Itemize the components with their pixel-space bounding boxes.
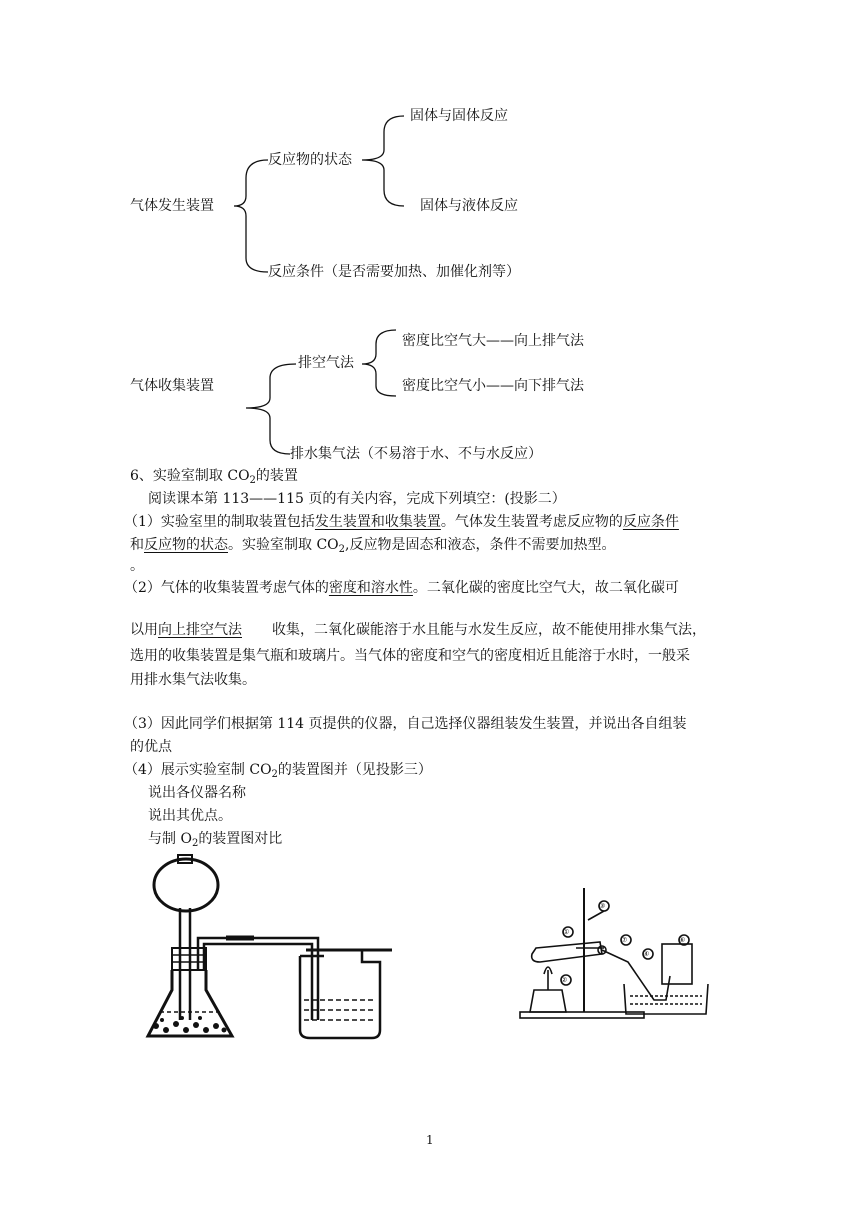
q2-blank-1: 密度和溶水性 bbox=[328, 580, 413, 596]
downward-method-label: 密度比空气小——向下排气法 bbox=[402, 378, 584, 394]
q4-item-1: 说出各仪器名称 bbox=[148, 785, 246, 801]
q1-blank-1: 发生装置和收集装置 bbox=[314, 514, 441, 530]
o2-label-6: ⑥ bbox=[679, 936, 686, 944]
collection-root-label: 气体收集装置 bbox=[130, 378, 214, 394]
solid-liquid-label: 固体与液体反应 bbox=[420, 198, 518, 214]
q2-line2: 以用向上排空气法 收集，二氧化碳能溶于水且能与水发生反应，故不能使用排水集气法， bbox=[130, 622, 706, 638]
q3-line1: （3）因此同学们根据第 114 页提供的仪器，自己选择仪器组装发生装置，并说出各自组装 bbox=[124, 716, 687, 732]
q4-item-2: 说出其优点。 bbox=[148, 808, 232, 824]
o2-label-7: ⑦ bbox=[621, 936, 628, 944]
q4-title: （4）展示实验室制 $CO_2$的装置图并（见投影三） bbox=[124, 762, 432, 780]
q1-blank-2: 反应条件 bbox=[622, 514, 679, 530]
q3-line2: 的优点 bbox=[130, 739, 172, 755]
generation-root-label: 气体发生装置 bbox=[130, 198, 214, 214]
o2-label-4: ④ bbox=[643, 950, 650, 958]
q2-line1: （2）气体的收集装置考虑气体的密度和溶水性。二氧化碳的密度比空气大，故二氧化碳可 bbox=[124, 580, 679, 596]
q2-blank-2: 向上排空气法 bbox=[158, 622, 242, 638]
q2-line4: 用排水集气法收集。 bbox=[130, 672, 256, 688]
o2-label-2: ② bbox=[561, 976, 568, 984]
reactant-state-label: 反应物的状态 bbox=[268, 152, 352, 168]
q1-line2: 和反应物的状态。实验室制取 $CO_2$,反应物是固态和液态，条件不需要加热型。 bbox=[130, 537, 616, 555]
section-6-title: 6、实验室制取 $CO_2$的装置 bbox=[130, 468, 298, 486]
q1-blank-3: 反应物的状态 bbox=[144, 537, 228, 553]
upward-method-label: 密度比空气大——向上排气法 bbox=[402, 333, 584, 349]
q4-item-3: 与制 $O_2$的装置图对比 bbox=[148, 831, 283, 849]
q2-line3: 选用的收集装置是集气瓶和玻璃片。当气体的密度和空气的密度相近且能溶于水时，一般采 bbox=[130, 648, 690, 664]
o2-label-1: ① bbox=[563, 928, 570, 936]
co2-apparatus-figure bbox=[148, 855, 392, 1038]
o2-apparatus-figure bbox=[520, 888, 708, 1018]
q1-stray-mark: 。 bbox=[130, 558, 144, 574]
q1-line1: （1）实验室里的制取装置包括发生装置和收集装置。气体发生装置考虑反应物的反应条件 bbox=[124, 514, 679, 530]
air-displacement-label: 排空气法 bbox=[298, 355, 354, 371]
reading-instruction: 阅读课本第 113——115 页的有关内容，完成下列填空：(投影二） bbox=[148, 491, 566, 507]
solid-solid-label: 固体与固体反应 bbox=[410, 108, 508, 124]
page-number: 1 bbox=[426, 1133, 434, 1147]
reaction-condition-label: 反应条件（是否需要加热、加催化剂等） bbox=[268, 264, 520, 280]
water-method-label: 排水集气法（不易溶于水、不与水反应） bbox=[290, 446, 542, 462]
o2-label-3: ③ bbox=[599, 902, 606, 910]
